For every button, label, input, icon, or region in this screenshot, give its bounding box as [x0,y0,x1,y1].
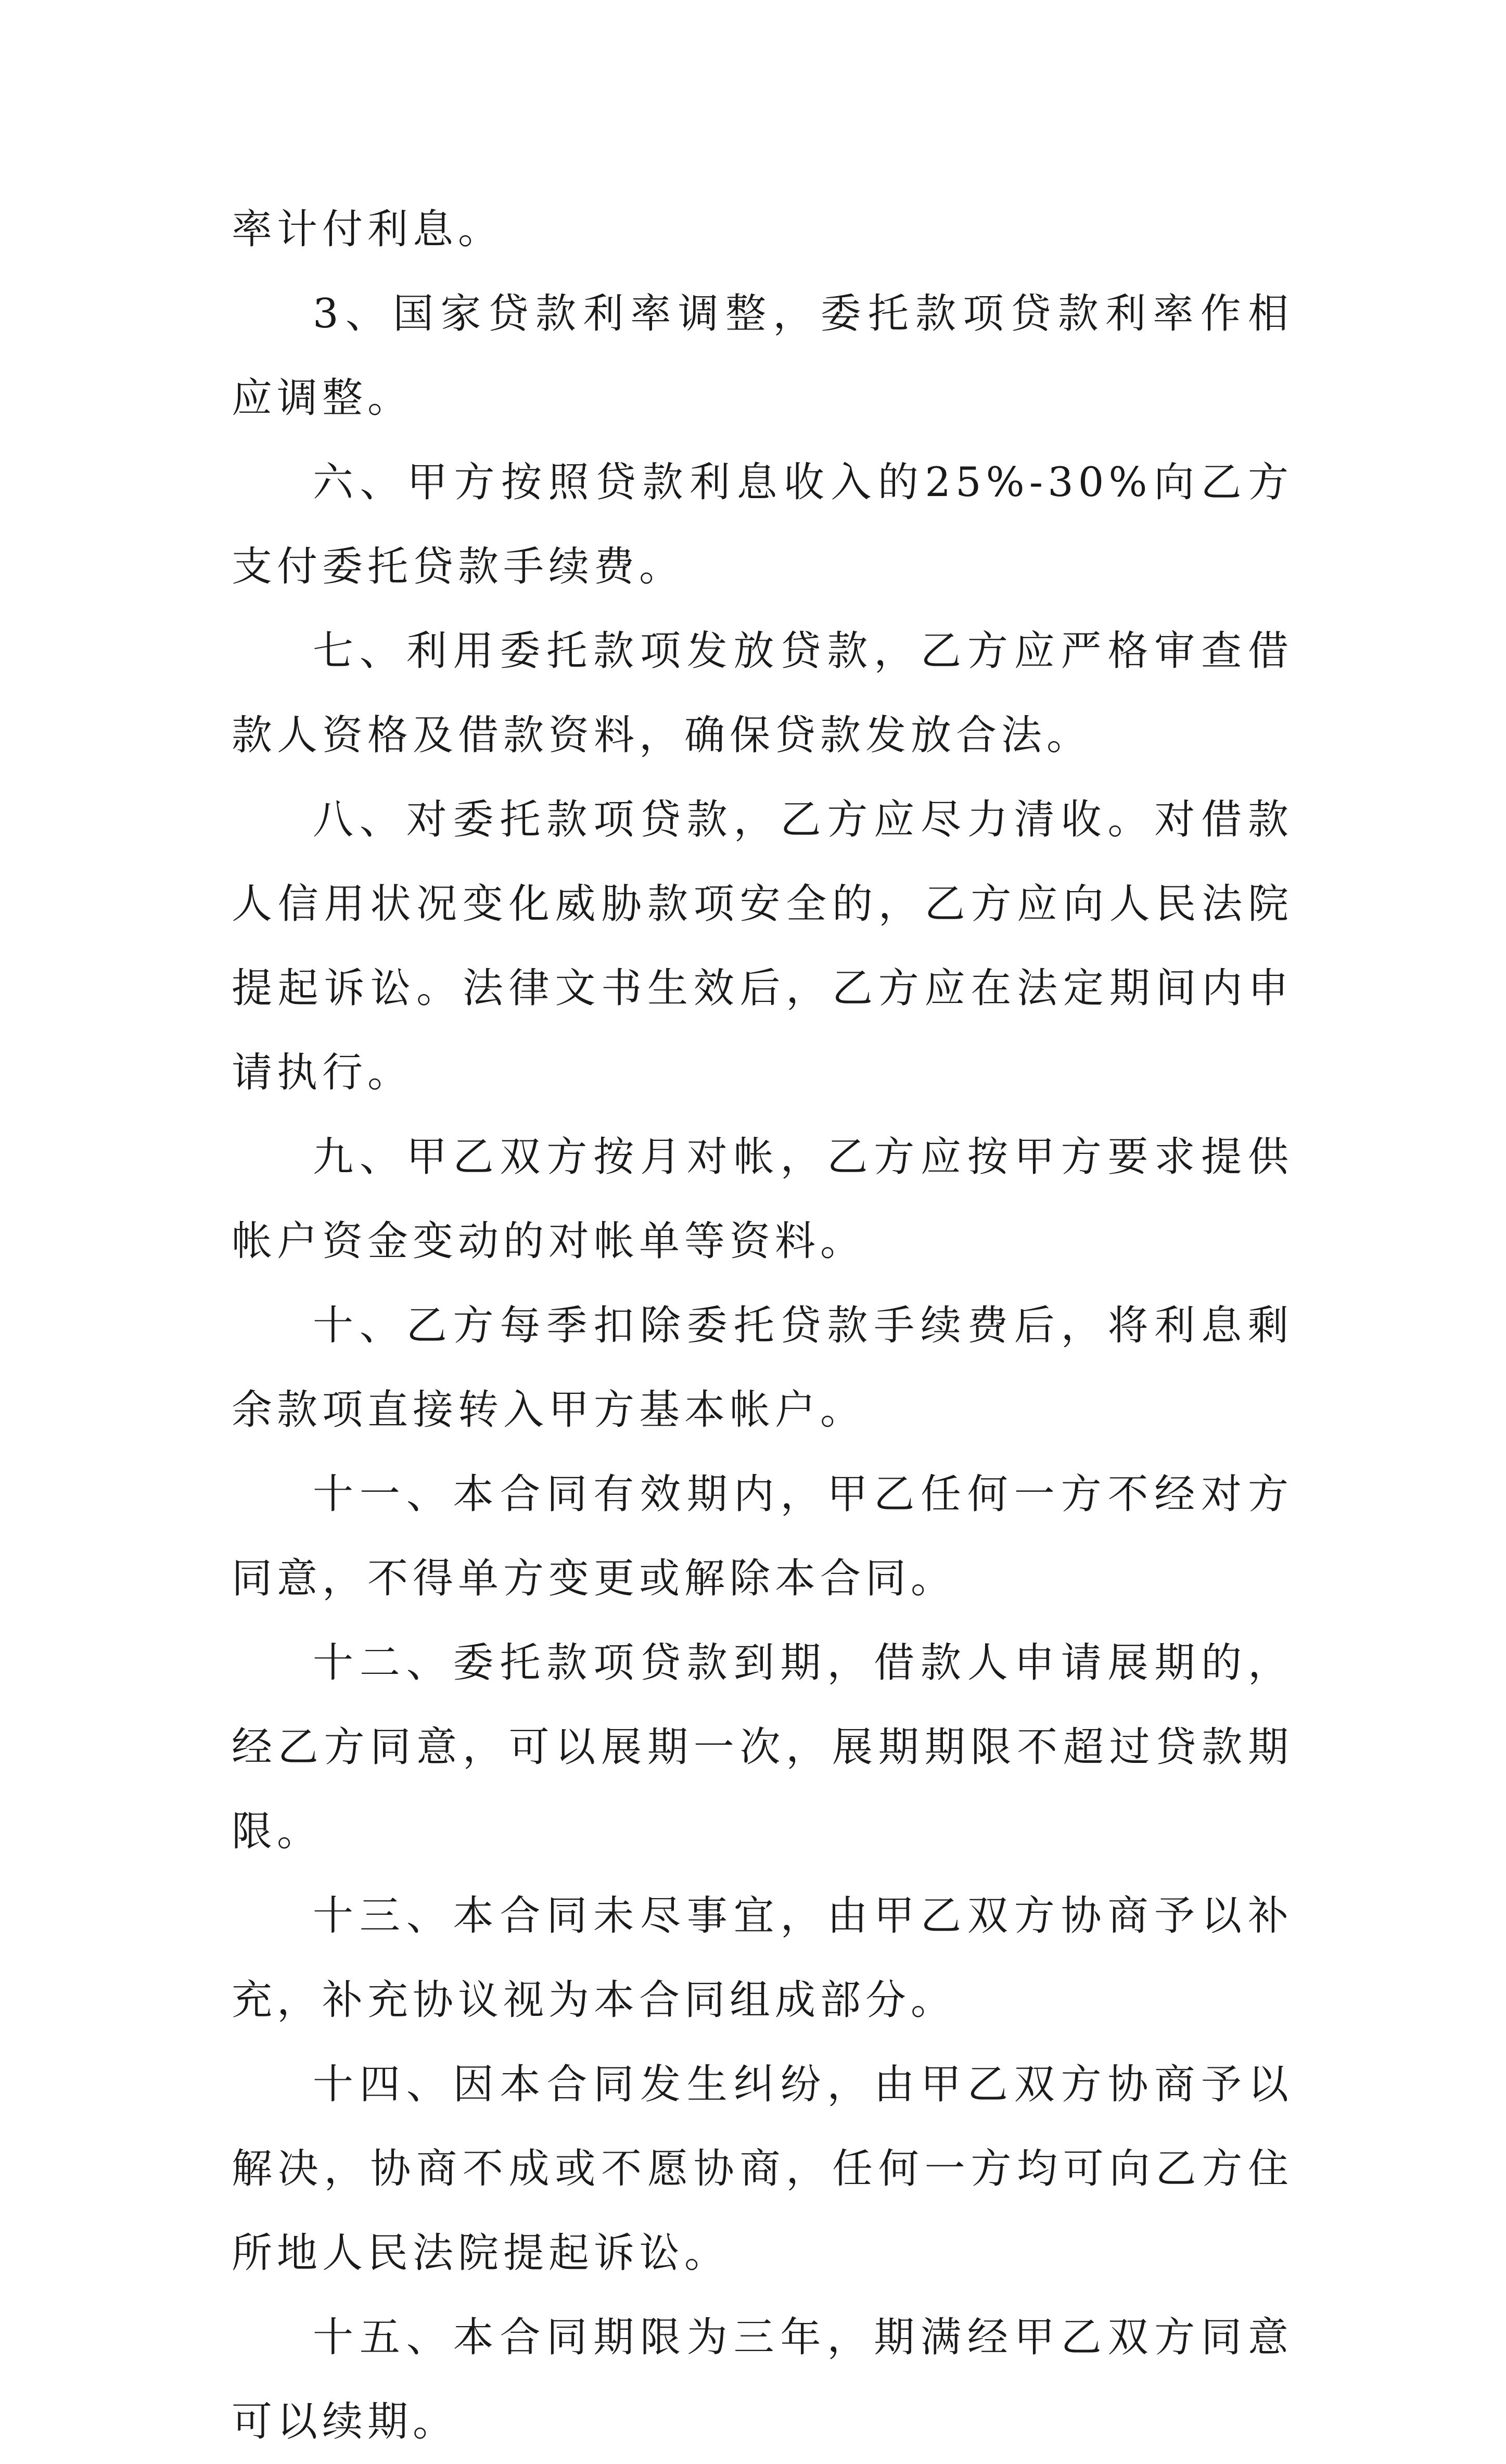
paragraph-clause-11: 十一、本合同有效期内，甲乙任何一方不经对方同意，不得单方变更或解除本合同。 [232,1471,1293,1602]
paragraph-clause-7: 七、利用委托款项发放贷款，乙方应严格审查借款人资格及借款资料，确保贷款发放合法。 [232,628,1293,759]
paragraph-clause-14: 十四、因本合同发生纠纷，由甲乙双方协商予以解决，协商不成或不愿协商，任何一方均可向乙方住所地人民法院提起诉讼。 [232,2061,1293,2277]
paragraph-continuation: 率计付利息。 [232,206,504,253]
paragraph-clause-15: 十五、本合同期限为三年，期满经甲乙双方同意可以续期。 [232,2314,1293,2445]
paragraph-clause-13: 十三、本合同未尽事宜，由甲乙双方协商予以补充，补充协议视为本合同组成部分。 [232,1893,1293,2024]
paragraph-clause-5-3: 3、国家贷款利率调整，委托款项贷款利率作相应调整。 [232,290,1293,422]
paragraph-clause-10: 十、乙方每季扣除委托贷款手续费后，将利息剩余款项直接转入甲方基本帐户。 [232,1302,1293,1433]
paragraph-clause-9: 九、甲乙双方按月对帐，乙方应按甲方要求提供帐户资金变动的对帐单等资料。 [232,1134,1293,1265]
contract-body [232,187,1293,2464]
paragraph-clause-12: 十二、委托款项贷款到期，借款人申请展期的，经乙方同意，可以展期一次，展期期限不超过贷款期限。 [232,1640,1293,1855]
paragraph-clause-6: 六、甲方按照贷款利息收入的25%-30%向乙方支付委托贷款手续费。 [232,459,1293,590]
paragraph-clause-8: 八、对委托款项贷款，乙方应尽力清收。对借款人信用状况变化威胁款项安全的，乙方应向人民法院提起诉讼。法律文书生效后，乙方应在法定期间内申请执行。 [232,796,1293,1096]
